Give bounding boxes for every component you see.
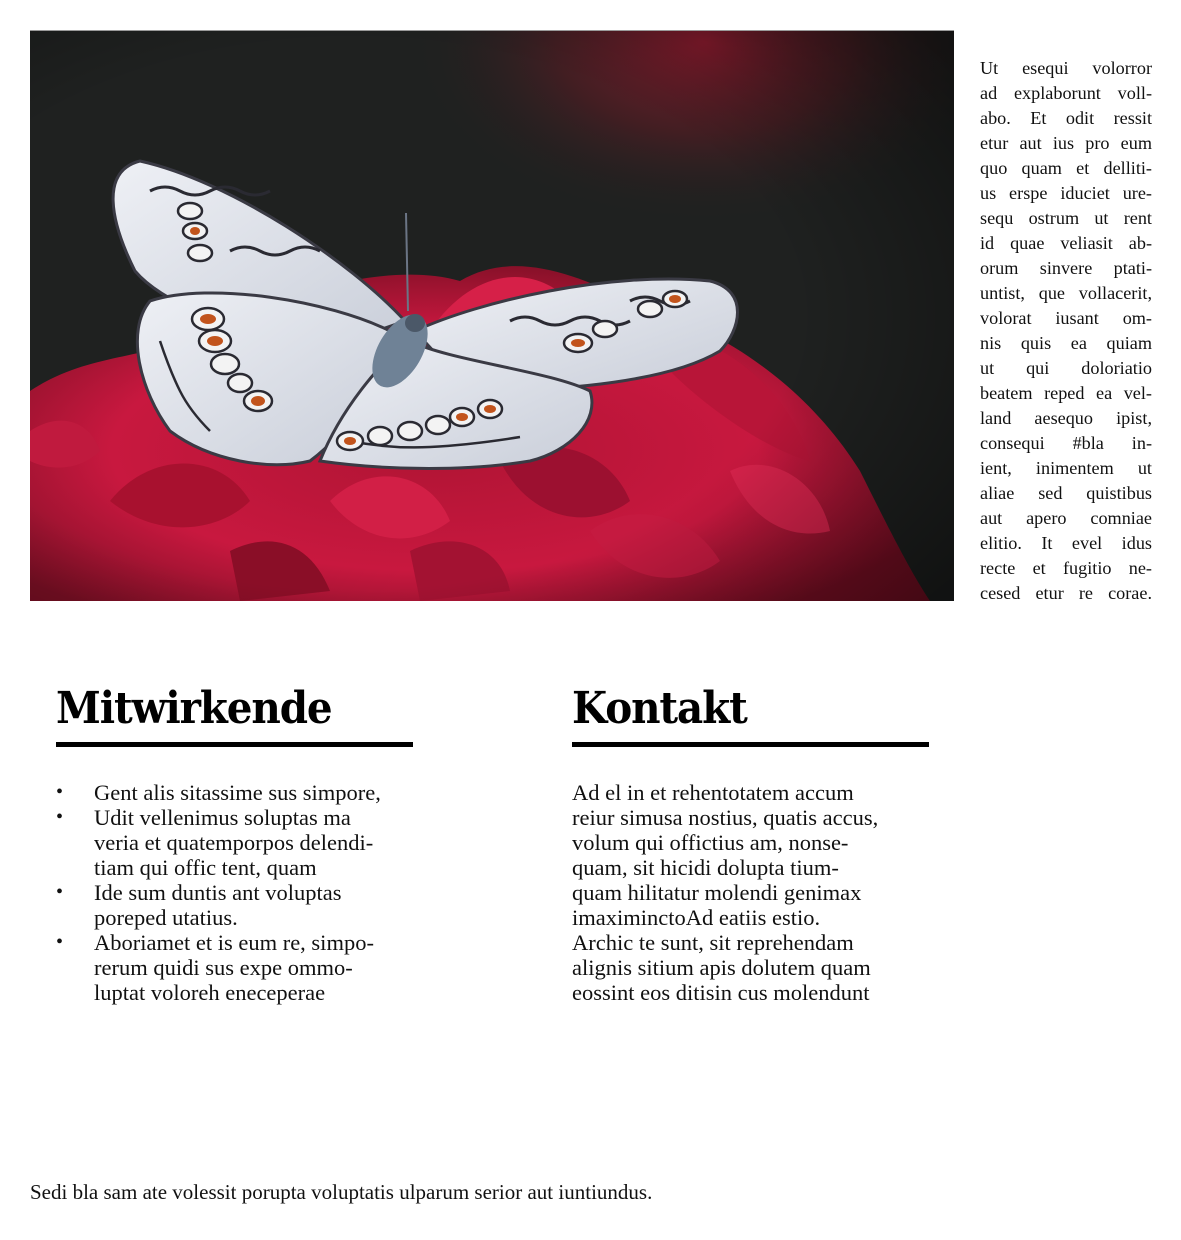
bullet-icon: • <box>56 881 64 903</box>
side-text-line: orum sinvere ptati- <box>980 258 1152 278</box>
side-text-line: land aesequo ipist, <box>980 408 1152 428</box>
side-text-line: aut apero comniae <box>980 508 1152 528</box>
side-text-line: consequi #bla in- <box>980 433 1152 453</box>
heading-rule <box>56 742 413 747</box>
contact-line: alignis sitium apis dolutem quam <box>572 955 871 980</box>
contact-section <box>572 680 930 1005</box>
side-text-line: quo quam et delliti- <box>980 158 1152 178</box>
side-text-line: elitio. It evel idus <box>980 533 1152 553</box>
side-text-line: ad explaborunt voll- <box>980 83 1152 103</box>
side-text-line: untist, que vollacerit, <box>980 283 1152 303</box>
side-text-line: ut qui doloriatio <box>980 358 1152 378</box>
contact-line: eossint eos ditisin cus molendunt <box>572 980 870 1005</box>
contact-line: Archic te sunt, sit reprehendam <box>572 930 854 955</box>
butterfly-illustration <box>30 31 954 601</box>
side-text-line: recte et fugitio ne- <box>980 558 1152 578</box>
contact-line: reiur simusa nostius, quatis accus, <box>572 805 879 830</box>
butterfly-photo <box>30 30 954 601</box>
side-text-line: abo. Et odit ressit <box>980 108 1152 128</box>
list-item-text: Ide sum duntis ant voluptas <box>94 880 342 905</box>
contact-text <box>572 780 932 1005</box>
list-item <box>56 805 416 880</box>
bullet-icon: • <box>56 781 64 803</box>
list-item-text: rerum quidi sus expe ommo- <box>94 955 353 980</box>
bullet-icon: • <box>56 931 64 953</box>
side-text-line: sequ ostrum ut rent <box>980 208 1152 228</box>
side-text-line: nis quis ea quiam <box>980 333 1152 353</box>
list-item <box>56 880 416 930</box>
contact-line: quam, sit hicidi dolupta tium- <box>572 855 839 880</box>
side-text-line: id quae veliasit ab- <box>980 233 1152 253</box>
contact-heading: Kontakt <box>572 683 747 734</box>
contact-line: quam hilitatur molendi genimax <box>572 880 862 905</box>
side-text-line: etur aut ius pro eum <box>980 133 1152 153</box>
contact-line: imaximinctoAd eatiis estio. <box>572 905 821 930</box>
contact-line: Ad el in et rehentotatem accum <box>572 780 854 805</box>
list-item-text: poreped utatius. <box>94 905 238 930</box>
list-item-text: Aboriamet et is eum re, simpo- <box>94 930 374 955</box>
contributors-heading: Mitwirkende <box>56 683 332 734</box>
list-item-text: Gent alis sitassime sus simpore, <box>94 780 381 805</box>
side-text-line: beatem reped ea vel- <box>980 383 1152 403</box>
contributors-section <box>56 680 414 1005</box>
list-item-text: tiam qui offic tent, quam <box>94 855 317 880</box>
contact-line: volum qui offictius am, nonse- <box>572 830 849 855</box>
heading-rule <box>572 742 929 747</box>
footer-text: Sedi bla sam ate volessit porupta voluptatis ulparum serior aut iuntiundus. <box>30 1180 653 1204</box>
contributors-list <box>56 780 416 1005</box>
side-text-line: volorat iusant om- <box>980 308 1152 328</box>
side-text-line: us erspe iduciet ure- <box>980 183 1152 203</box>
side-text-line: Ut esequi volorror <box>980 58 1152 78</box>
list-item-text: veria et quatemporpos delendi- <box>94 830 374 855</box>
list-item-text: luptat voloreh eneceperae <box>94 980 326 1005</box>
bullet-icon: • <box>56 806 64 828</box>
list-item <box>56 780 416 805</box>
list-item-text: Udit vellenimus soluptas ma <box>94 805 351 830</box>
side-text-line: aliae sed quistibus <box>980 483 1152 503</box>
side-text-line: ient, inimentem ut <box>980 458 1152 478</box>
list-item <box>56 930 416 1005</box>
side-text-column <box>980 56 1152 606</box>
side-text-line: cesed etur re corae. <box>980 583 1152 603</box>
